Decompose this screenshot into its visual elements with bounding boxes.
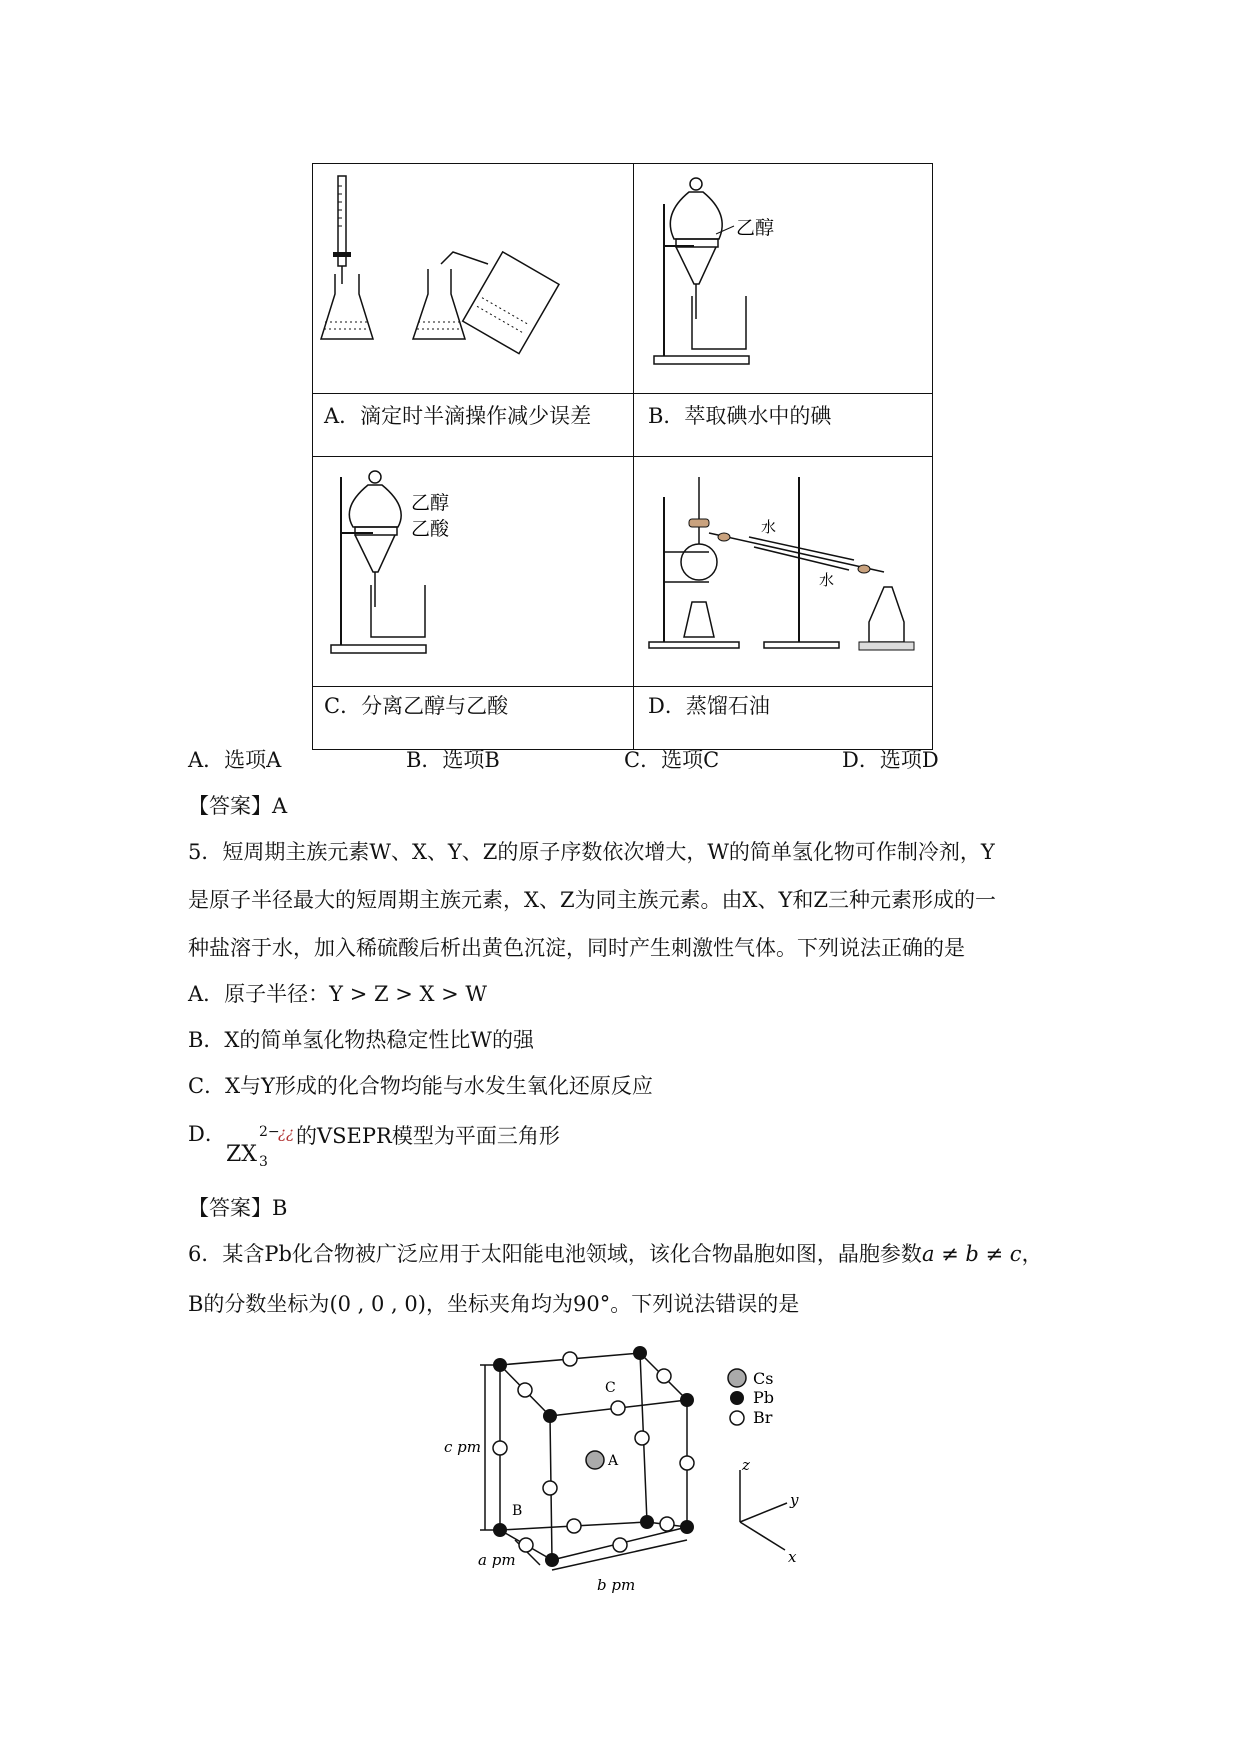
- q6-stem-text-1: 6．某含Pb化合物被广泛应用于太阳能电池领域，该化合物晶胞如图，晶胞参数: [188, 1242, 922, 1266]
- apparatus-table: [312, 163, 933, 750]
- legend-br: Br: [753, 1408, 773, 1427]
- q6-angle: 90°: [572, 1292, 611, 1316]
- axis-y: y: [790, 1491, 799, 1509]
- dim-a: a pm: [478, 1551, 516, 1569]
- dim-b: b pm: [597, 1576, 636, 1594]
- cell-c-figure: [313, 457, 634, 687]
- cell-d-figure: [634, 457, 933, 687]
- q5-stem-line-2: 是原子半径最大的短周期主族元素，X、Z为同主族元素。由X、Y和Z三种元素形成的一: [188, 888, 996, 912]
- q4-answer: 【答案】A: [188, 794, 288, 818]
- q5-formula-garble: ¿¿: [278, 1124, 295, 1142]
- cell-b-figure: [634, 164, 933, 394]
- q4-option-a: A．选项A: [188, 748, 282, 772]
- q5-answer: 【答案】B: [188, 1196, 288, 1220]
- q5-formula-subscript: 3: [259, 1154, 268, 1170]
- q5-formula-zx: ZX: [226, 1142, 257, 1167]
- q6-stem-text-2: B的分数坐标为: [188, 1292, 330, 1316]
- q6-stem-line-1: [188, 1240, 1043, 1268]
- q5-option-d-text: 的VSEPR模型为平面三角形: [296, 1124, 560, 1148]
- q6-stem-comma: ，: [1021, 1242, 1043, 1266]
- axis-x: x: [788, 1548, 797, 1566]
- extraction-figure: [634, 164, 932, 389]
- q5-option-d-formula-wrap: [226, 1124, 560, 1174]
- q6-stem-text-4: 。下列说法错误的是: [610, 1292, 800, 1316]
- point-label-a: A: [608, 1453, 619, 1469]
- legend-cs: Cs: [753, 1369, 774, 1388]
- q5-formula-charge: 2−: [259, 1124, 280, 1140]
- caption-c: C．分离乙醇与乙酸: [324, 694, 509, 718]
- caption-a: A．滴定时半滴操作减少误差: [324, 404, 592, 428]
- q5-option-a: A．原子半径：Y > Z > X > W: [188, 982, 487, 1006]
- q5-option-d: [188, 1120, 226, 1148]
- q5-stem-line-1: 5．短周期主族元素W、X、Y、Z的原子序数依次增大，W的简单氢化物可作制冷剂，Y: [188, 840, 995, 864]
- axis-z: z: [742, 1456, 750, 1474]
- q5-stem-line-3: 种盐溶于水，加入稀硫酸后析出黄色沉淀，同时产生刺激性气体。下列说法正确的是: [188, 936, 965, 960]
- q5-option-b: B．X的简单氢化物热稳定性比W的强: [188, 1028, 534, 1052]
- caption-b: B．萃取碘水中的碘: [648, 404, 832, 428]
- q4-option-b: B．选项B: [406, 748, 500, 772]
- q6-stem-text-3: ，坐标夹角均为: [425, 1292, 573, 1316]
- distillation-figure: [634, 457, 932, 682]
- q5-option-c: C．X与Y形成的化合物均能与水发生氧化还原反应: [188, 1074, 653, 1098]
- dim-c: c pm: [444, 1438, 481, 1456]
- point-label-b: B: [512, 1503, 523, 1519]
- label-water-in: 水: [761, 518, 777, 536]
- legend-pb: Pb: [753, 1388, 775, 1407]
- label-water-out: 水: [819, 571, 835, 589]
- label-acetic-acid: 乙酸: [411, 518, 450, 540]
- q6-b-coordinates: (0 , 0 , 0): [329, 1292, 426, 1316]
- q4-option-d: D．选项D: [842, 748, 939, 772]
- cell-a-figure: [313, 164, 634, 394]
- label-ethanol: 乙醇: [736, 217, 775, 239]
- crystal-cell-figure: [440, 1330, 820, 1600]
- label-ethanol: 乙醇: [411, 492, 450, 514]
- separation-figure: [313, 457, 633, 682]
- q6-stem-line-2: [188, 1290, 799, 1318]
- titration-figure: [313, 164, 633, 389]
- point-label-c: C: [605, 1380, 616, 1396]
- caption-d: D．蒸馏石油: [648, 694, 770, 718]
- q4-option-c: C．选项C: [624, 748, 720, 772]
- q5-option-d-prefix: D．: [188, 1122, 226, 1146]
- q6-lattice-params: a ≠ b ≠ c: [921, 1242, 1022, 1266]
